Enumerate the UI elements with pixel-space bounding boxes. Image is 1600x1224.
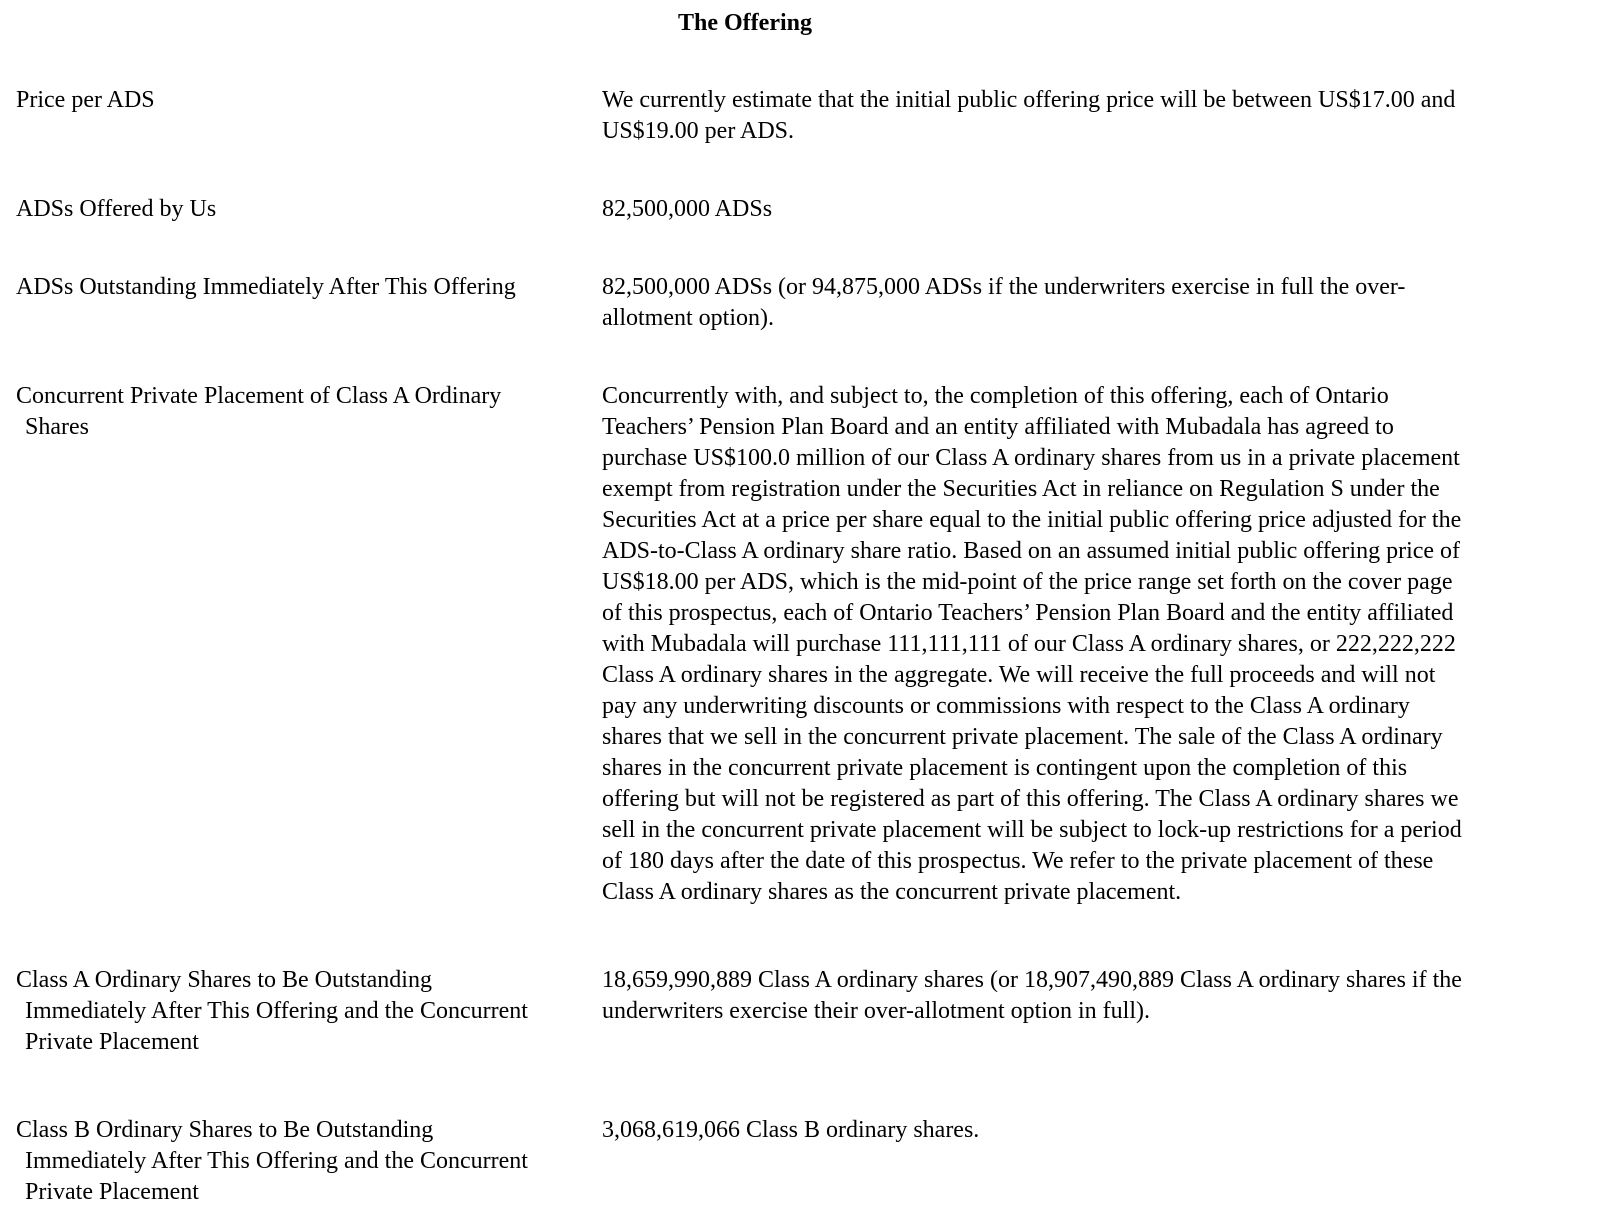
term-label-adss-outstanding-after-offering: ADSs Outstanding Immediately After This Offering: [16, 274, 516, 300]
term-description-adss-offered-by-us: 82,500,000 ADSs: [602, 196, 773, 222]
term-description-class-a-shares-outstanding: 18,659,990,889 Class A ordinary shares (or 18,907,490,889 Class A ordinary shares if the underwriters exercise their over-allotment option in full).: [602, 967, 1462, 1024]
term-description-adss-outstanding-after-offering: 82,500,000 ADSs (or 94,875,000 ADSs if the underwriters exercise in full the over-allotment option).: [602, 274, 1406, 331]
term-description-price-per-ads: We currently estimate that the initial public offering price will be between US$17.00 and US$19.00 per ADS.: [602, 87, 1456, 144]
term-label-class-a-shares-outstanding: Class A Ordinary Shares to Be Outstanding Immediately After This Offering and the Concurrent Private Placement: [16, 967, 528, 1055]
offering-row-concurrent-private-placement: [16, 381, 1600, 908]
term-label-price-per-ads: Price per ADS: [16, 87, 155, 113]
offering-row-price-per-ads: [16, 85, 1600, 147]
offering-row-adss-outstanding-after-offering: [16, 272, 1600, 334]
term-description-concurrent-private-placement: Concurrently with, and subject to, the completion of this offering, each of Ontario Teachers’ Pension Plan Board and an entity affiliated with Mubadala has agreed to purchase US$100.0 million of our Class A ordinary shares from us in a private placement exempt from registration under the Securities Act in reliance on Regulation S under the Securities Act at a price per share equal to the initial public offering price adjusted for the ADS-to-Class A ordinary share ratio. Based on an assumed initial public offering price of US$18.00 per ADS, which is the mid-point of the price range set forth on the cover page of this prospectus, each of Ontario Teachers’ Pension Plan Board and the entity affiliated with Mubadala will purchase 111,111,111 of our Class A ordinary shares, or 222,222,222 Class A ordinary shares in the aggregate. We will receive the full proceeds and will not pay any underwriting discounts or commissions with respect to the Class A ordinary shares that we sell in the concurrent private placement. The sale of the Class A ordinary shares in the concurrent private placement is contingent upon the completion of this offering but will not be registered as part of this offering. The Class A ordinary shares we sell in the concurrent private placement will be subject to lock-up restrictions for a period of 180 days after the date of this prospectus. We refer to the private placement of these Class A ordinary shares as the concurrent private placement.: [602, 383, 1462, 905]
page-title: The Offering: [678, 10, 812, 36]
offering-row-class-b-shares-outstanding: [16, 1115, 1600, 1208]
offering-row-adss-offered-by-us: [16, 194, 1600, 225]
term-description-class-b-shares-outstanding: 3,068,619,066 Class B ordinary shares.: [602, 1117, 980, 1143]
term-label-concurrent-private-placement: Concurrent Private Placement of Class A Ordinary Shares: [16, 383, 502, 440]
term-label-adss-offered-by-us: ADSs Offered by Us: [16, 196, 217, 222]
offering-row-class-a-shares-outstanding: [16, 965, 1600, 1058]
term-label-class-b-shares-outstanding: Class B Ordinary Shares to Be Outstanding Immediately After This Offering and the Concurrent Private Placement: [16, 1117, 528, 1205]
